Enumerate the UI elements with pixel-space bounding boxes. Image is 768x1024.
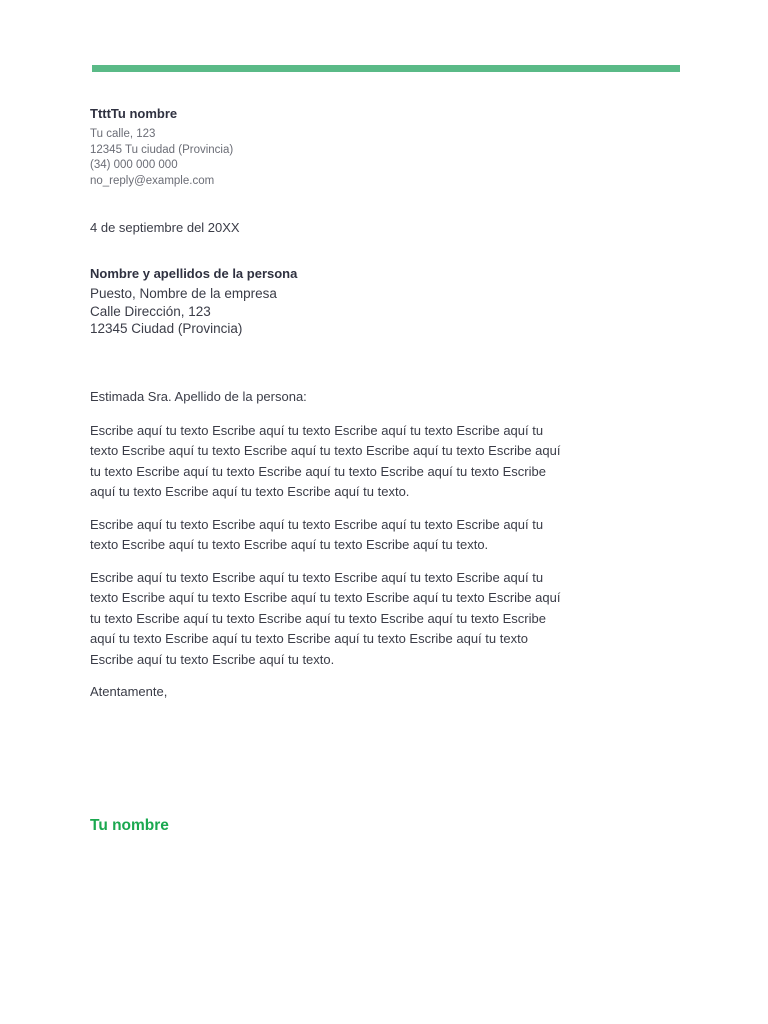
- closing: Atentamente,: [90, 684, 168, 699]
- sender-name: TtttTu nombre: [90, 106, 178, 121]
- letter-date: 4 de septiembre del 20XX: [90, 220, 240, 235]
- sender-street: Tu calle, 123: [90, 128, 156, 140]
- recipient-name: Nombre y apellidos de la persona: [90, 266, 298, 281]
- sender-phone: (34) 000 000 000: [90, 159, 178, 172]
- accent-bar: [92, 65, 680, 72]
- recipient-position: Puesto, Nombre de la empresa: [90, 286, 277, 301]
- salutation: Estimada Sra. Apellido de la persona:: [90, 389, 307, 404]
- recipient-city: 12345 Ciudad (Provincia): [90, 321, 243, 336]
- recipient-block: [90, 265, 510, 338]
- recipient-street: Calle Dirección, 123: [90, 303, 211, 319]
- body-paragraph-2: Escribe aquí tu texto Escribe aquí tu texto Escribe aquí tu texto Escribe aquí tu texto Escribe aquí tu texto Escribe aquí tu texto Escribe aquí tu texto.: [90, 517, 544, 553]
- signature-name: Tu nombre: [90, 817, 169, 834]
- sender-city: 12345 Tu ciudad (Provincia): [90, 143, 234, 156]
- body-paragraph-1: Escribe aquí tu texto Escribe aquí tu texto Escribe aquí tu texto Escribe aquí tu texto Escribe aquí tu texto Escribe aquí tu texto Escribe aquí tu texto Escribe aquí tu texto Escribe aquí tu texto Escribe aquí tu texto Escribe aquí tu texto Escribe aquí tu texto Escribe aquí tu texto Escribe aquí tu texto.: [90, 423, 561, 500]
- sender-email: no_reply@example.com: [90, 174, 215, 187]
- sender-block: [90, 106, 490, 189]
- body-paragraph-3: Escribe aquí tu texto Escribe aquí tu texto Escribe aquí tu texto Escribe aquí tu texto Escribe aquí tu texto Escribe aquí tu texto Escribe aquí tu texto Escribe aquí tu texto Escribe aquí tu texto Escribe aquí tu texto Escribe aquí tu texto Escribe aquí tu texto Escribe aquí tu texto Escribe aquí tu texto Escribe aquí tu texto Escribe aquí tu texto Escribe aquí tu texto.: [90, 570, 561, 667]
